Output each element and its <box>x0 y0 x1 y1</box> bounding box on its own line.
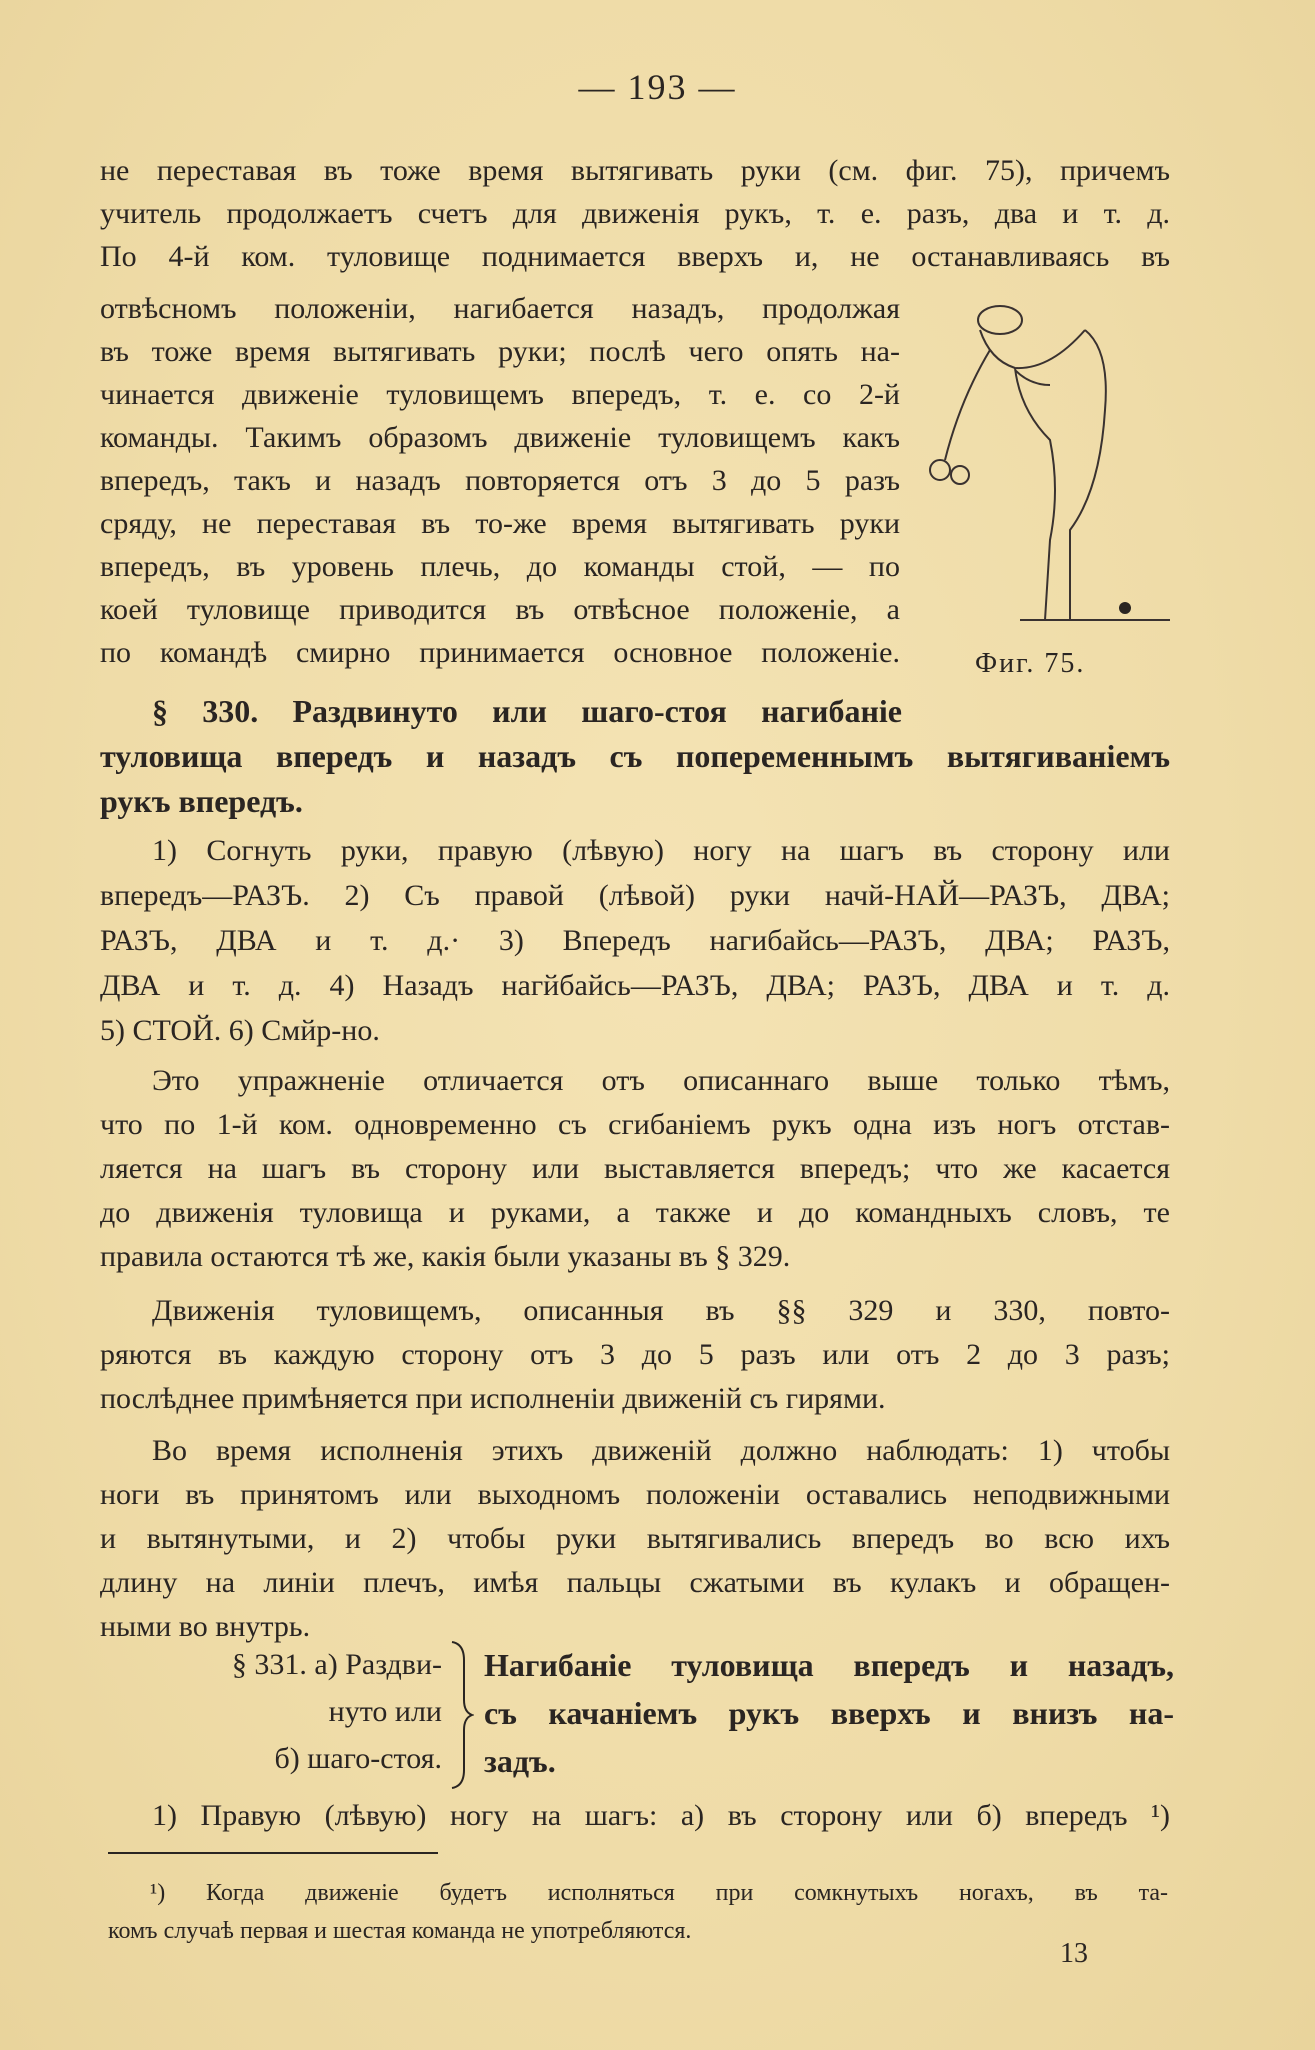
section-331-label: § 331. а) Раздви- <box>231 1648 442 1681</box>
figure-75-illustration <box>920 290 1180 630</box>
text-line: 1) Правую (лѣвую) ногу на шагъ: а) въ сторону или б) впередъ ¹) <box>152 1799 1170 1832</box>
text-line: РАЗЪ, ДВА и т. д.· 3) Впередъ нагибайсь—РАЗЪ, ДВА; РАЗЪ, <box>100 924 1170 957</box>
section-331-title: Нагибаніе туловища впередъ и назадъ, <box>484 1647 1174 1683</box>
footnote-line: комъ случаѣ первая и шестая команда не употребляются. <box>108 1918 692 1944</box>
signature-mark: 13 <box>1060 1938 1088 1969</box>
text-line: впередъ, въ уровень плечь, до команды стой, — по <box>100 550 900 583</box>
text-line: послѣднее примѣняется при исполненіи движеній съ гирями. <box>100 1382 886 1415</box>
text-line: ноги въ принятомъ или выходномъ положеніи оставались неподвижными <box>100 1478 1170 1511</box>
text-line: Во время исполненія этихъ движеній должно наблюдать: 1) чтобы <box>152 1434 1170 1467</box>
section-heading: туловища впередъ и назадъ съ попеременнымъ вытягиваніемъ <box>100 738 1170 774</box>
text-line: 5) СТОЙ. 6) Смйр-но. <box>100 1014 380 1047</box>
section-331-title: съ качаніемъ рукъ вверхъ и внизъ на- <box>484 1695 1174 1731</box>
text-line: ДВА и т. д. 4) Назадъ нагйбайсь—РАЗЪ, ДВА; РАЗЪ, ДВА и т. д. <box>100 969 1170 1002</box>
text-line: По 4-й ком. туловище поднимается вверхъ и, не останавливаясь въ <box>100 240 1170 273</box>
text-line: по командѣ смирно принимается основное положеніе. <box>100 636 900 669</box>
text-line: Движенія туловищемъ, описанныя въ §§ 329 и 330, повто- <box>152 1294 1170 1327</box>
footnote-line: ¹) Когда движеніе будетъ исполняться при сомкнутыхъ ногахъ, въ та- <box>150 1880 1168 1906</box>
section-heading: рукъ впередъ. <box>100 783 303 819</box>
text-line: учитель продолжаетъ счетъ для движенія рукъ, т. е. разъ, два и т. д. <box>100 197 1170 230</box>
text-line: ряются въ каждую сторону отъ 3 до 5 разъ или отъ 2 до 3 разъ; <box>100 1338 1170 1371</box>
text-line: въ тоже время вытягивать руки; послѣ чего опять на- <box>100 335 900 368</box>
text-line: ными во внутрь. <box>100 1610 311 1643</box>
figure-caption: Фиг. 75. <box>975 648 1086 679</box>
text-line: впередъ, такъ и назадъ повторяется отъ 3 до 5 разъ <box>100 464 900 497</box>
text-line: и вытянутыми, и 2) чтобы руки вытягивались впередъ во всю ихъ <box>100 1522 1170 1555</box>
text-line: длину на линіи плечъ, имѣя пальцы сжатыми въ кулакъ и обращен- <box>100 1566 1170 1599</box>
section-heading: § 330. Раздвинуто или шаго-стоя нагибаніе <box>152 693 902 729</box>
section-331-label: нуто или <box>328 1695 442 1728</box>
text-line: коей туловище приводится въ отвѣсное положеніе, а <box>100 593 900 626</box>
section-331-label: б) шаго-стоя. <box>274 1742 442 1775</box>
text-line: Это упражненіе отличается отъ описаннаго выше только тѣмъ, <box>152 1064 1170 1097</box>
text-line: до движенія туловища и руками, а также и до командныхъ словъ, те <box>100 1196 1170 1229</box>
text-line: команды. Такимъ образомъ движеніе туловищемъ какъ <box>100 421 900 454</box>
text-line: не переставая въ тоже время вытягивать руки (см. фиг. 75), причемъ <box>100 154 1170 187</box>
text-line: сряду, не переставая въ то-же время вытягивать руки <box>100 507 900 540</box>
text-line: впередъ—РАЗЪ. 2) Съ правой (лѣвой) руки начй-НАЙ—РАЗЪ, ДВА; <box>100 879 1170 912</box>
text-line: ляется на шагъ въ сторону или выставляется впередъ; что же касается <box>100 1152 1170 1185</box>
curly-brace-icon <box>446 1640 474 1790</box>
text-line: чинается движеніе туловищемъ впередъ, т. е. со 2-й <box>100 378 900 411</box>
page-number: — 193 — <box>578 67 737 107</box>
text-line: правила остаются тѣ же, какія были указаны въ § 329. <box>100 1240 791 1273</box>
text-line: что по 1-й ком. одновременно съ сгибаніемъ рукъ одна изъ ногъ отстав- <box>100 1108 1170 1141</box>
footnote-divider <box>108 1852 438 1854</box>
text-line: отвѣсномъ положеніи, нагибается назадъ, продолжая <box>100 292 900 325</box>
text-line: 1) Согнуть руки, правую (лѣвую) ногу на шагъ въ сторону или <box>152 834 1170 867</box>
section-331-title: задъ. <box>484 1743 556 1779</box>
